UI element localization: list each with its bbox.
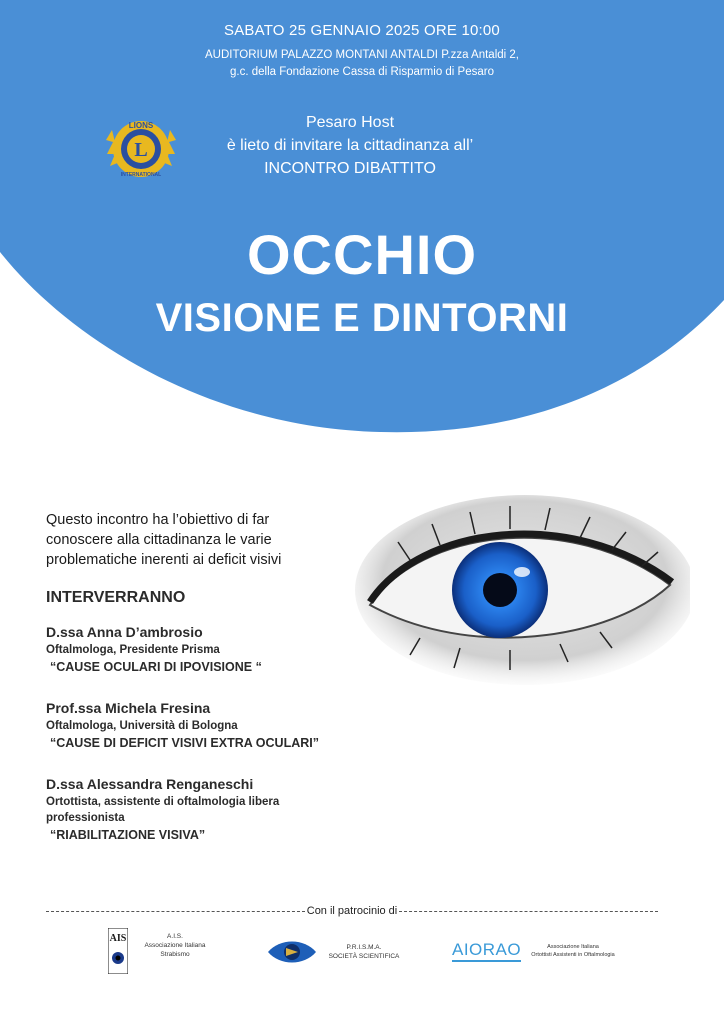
- svg-text:INTERNATIONAL: INTERNATIONAL: [120, 172, 162, 178]
- intro-text: Questo incontro ha l’obiettivo di far conoscere alla cittadinanza le varie problematiche inerenti ai deficit visivi: [46, 512, 282, 568]
- dashed-line: [46, 911, 305, 912]
- speaker-role: Ortottista, assistente di oftalmologia libera: [46, 796, 280, 808]
- aiorao-logo: AIORAO Associazione Italiana Ortottisti Assistenti in Oftalmologia: [452, 940, 622, 970]
- event-venue: AUDITORIUM PALAZZO MONTANI ANTALDI P.zza Antaldi 2, g.c. della Fondazione Cassa di Risparmio di Pesaro: [205, 49, 519, 78]
- club-name: Pesaro Host: [305, 114, 395, 131]
- speaker-talk: “CAUSE DI DEFICIT VISIVI EXTRA OCULARI”: [50, 736, 320, 750]
- ais-logo: AIS A.I.S. Associazione Italiana Strabismo: [108, 928, 218, 976]
- patronage-divider: [46, 905, 658, 917]
- prisma-logo: P.R.I.S.M.A. SOCIETÀ SCIENTIFICA: [266, 938, 406, 968]
- event-title: OCCHIO: [247, 223, 477, 286]
- event-type: INCONTRO DIBATTITO: [264, 160, 436, 177]
- invite-line: è lieto di invitare la cittadinanza all’: [226, 137, 474, 154]
- prisma-eye-icon: [266, 938, 318, 966]
- svg-text:LIONS: LIONS: [128, 121, 154, 130]
- speaker-role: professionista: [46, 812, 125, 824]
- speaker-talk: “RIABILITAZIONE VISIVA”: [50, 828, 206, 842]
- svg-text:L: L: [134, 139, 148, 161]
- ais-mark-icon: [108, 928, 128, 974]
- event-subtitle: VISIONE E DINTORNI: [155, 296, 569, 340]
- aiorao-mark: AIORAO: [452, 940, 521, 962]
- club-invitation: [150, 111, 550, 180]
- speakers-heading: INTERVERRANNO: [46, 589, 186, 606]
- speaker-name: D.ssa Anna D’ambrosio: [46, 624, 203, 640]
- speaker-name: Prof.ssa Michela Fresina: [46, 700, 211, 716]
- patronage-label: Con il patrocinio di: [306, 905, 398, 917]
- event-date: SABATO 25 GENNAIO 2025 ORE 10:00: [224, 22, 500, 39]
- speaker-item: [46, 774, 406, 844]
- speaker-name: D.ssa Alessandra Renganeschi: [46, 776, 254, 792]
- speaker-item: [46, 622, 406, 676]
- dashed-line: [399, 911, 658, 912]
- speaker-talk: “CAUSE OCULARI DI IPOVISIONE “: [50, 660, 262, 674]
- speaker-role: Oftalmologa, Presidente Prisma: [46, 644, 220, 656]
- speaker-item: [46, 698, 406, 752]
- speaker-role: Oftalmologa, Università di Bologna: [46, 720, 238, 732]
- svg-text:AIS: AIS: [109, 933, 127, 944]
